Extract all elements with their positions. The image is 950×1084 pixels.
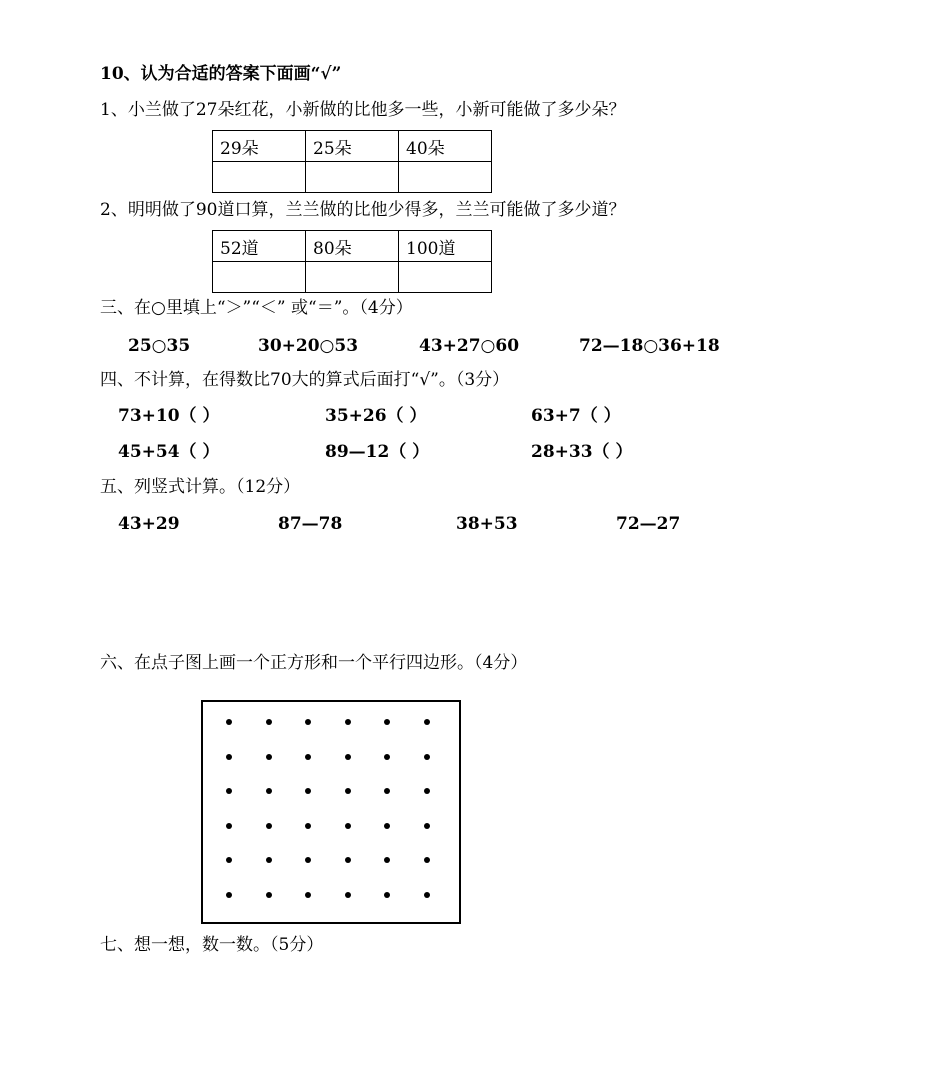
question-1-answer-table	[212, 130, 492, 193]
compare-item-2: 30+20○53	[258, 336, 359, 356]
grid-dot	[345, 823, 351, 829]
q1-answer-cell-1[interactable]	[213, 162, 306, 193]
grid-dot	[266, 788, 272, 794]
estimate-item-3: 63+7（ ）	[531, 406, 621, 426]
section5-title: 五、列竖式计算。（12分）	[100, 477, 301, 497]
grid-dot	[305, 788, 311, 794]
grid-dot	[226, 754, 232, 760]
q2-option-3: 100道	[399, 231, 492, 262]
question-1-text: 1、小兰做了27朵红花，小新做的比他多一些，小新可能做了多少朵？	[100, 100, 626, 120]
grid-dot	[384, 719, 390, 725]
grid-dot	[266, 823, 272, 829]
section7-title: 七、想一想，数一数。（5分）	[100, 935, 324, 955]
grid-dot	[424, 788, 430, 794]
grid-dot	[384, 788, 390, 794]
grid-dot	[226, 823, 232, 829]
section3-title: 三、在○里填上“＞”“＜” 或“＝”。（4分）	[100, 298, 413, 318]
estimate-item-6: 28+33（ ）	[531, 442, 633, 462]
vertical-calc-2: 87—78	[278, 514, 343, 534]
q1-option-1: 29朵	[213, 131, 306, 162]
grid-dot	[305, 823, 311, 829]
grid-dot	[345, 857, 351, 863]
grid-dot	[226, 719, 232, 725]
q1-option-2: 25朵	[306, 131, 399, 162]
grid-dot	[266, 754, 272, 760]
section4-title: 四、不计算，在得数比70大的算式后面打“√”。（3分）	[100, 370, 510, 390]
grid-dot	[266, 892, 272, 898]
grid-dot	[345, 719, 351, 725]
grid-dot	[345, 892, 351, 898]
grid-dot	[384, 823, 390, 829]
estimate-item-1: 73+10（ ）	[118, 406, 220, 426]
dot-grid[interactable]	[201, 700, 461, 924]
grid-dot	[305, 892, 311, 898]
compare-item-3: 43+27○60	[419, 336, 520, 356]
grid-dot	[226, 857, 232, 863]
q2-option-2: 80朵	[306, 231, 399, 262]
grid-dot	[424, 754, 430, 760]
q1-option-3: 40朵	[399, 131, 492, 162]
section10-title: 10、认为合适的答案下面画“√”	[100, 64, 342, 84]
q2-answer-cell-3[interactable]	[399, 262, 492, 293]
grid-dot	[305, 719, 311, 725]
grid-dot	[345, 754, 351, 760]
grid-dot	[305, 754, 311, 760]
grid-dot	[424, 719, 430, 725]
grid-dot	[226, 788, 232, 794]
grid-dot	[384, 892, 390, 898]
estimate-item-2: 35+26（ ）	[325, 406, 427, 426]
grid-dot	[424, 892, 430, 898]
vertical-calc-1: 43+29	[118, 514, 180, 534]
q1-answer-cell-3[interactable]	[399, 162, 492, 193]
grid-dot	[345, 788, 351, 794]
grid-dot	[266, 719, 272, 725]
compare-item-1: 25○35	[128, 336, 191, 356]
grid-dot	[266, 857, 272, 863]
grid-dot	[424, 823, 430, 829]
grid-dot	[226, 892, 232, 898]
grid-dot	[305, 857, 311, 863]
estimate-item-4: 45+54（ ）	[118, 442, 220, 462]
compare-item-4: 72—18○36+18	[579, 336, 720, 356]
q2-option-1: 52道	[213, 231, 306, 262]
question-2-answer-table	[212, 230, 492, 293]
grid-dot	[424, 857, 430, 863]
grid-dot	[384, 857, 390, 863]
question-2-text: 2、明明做了90道口算，兰兰做的比他少得多，兰兰可能做了多少道？	[100, 200, 626, 220]
estimate-item-5: 89—12（ ）	[325, 442, 430, 462]
grid-dot	[384, 754, 390, 760]
q2-answer-cell-2[interactable]	[306, 262, 399, 293]
q1-answer-cell-2[interactable]	[306, 162, 399, 193]
section6-title: 六、在点子图上画一个正方形和一个平行四边形。（4分）	[100, 653, 528, 673]
vertical-calc-4: 72—27	[616, 514, 681, 534]
vertical-calc-3: 38+53	[456, 514, 518, 534]
q2-answer-cell-1[interactable]	[213, 262, 306, 293]
